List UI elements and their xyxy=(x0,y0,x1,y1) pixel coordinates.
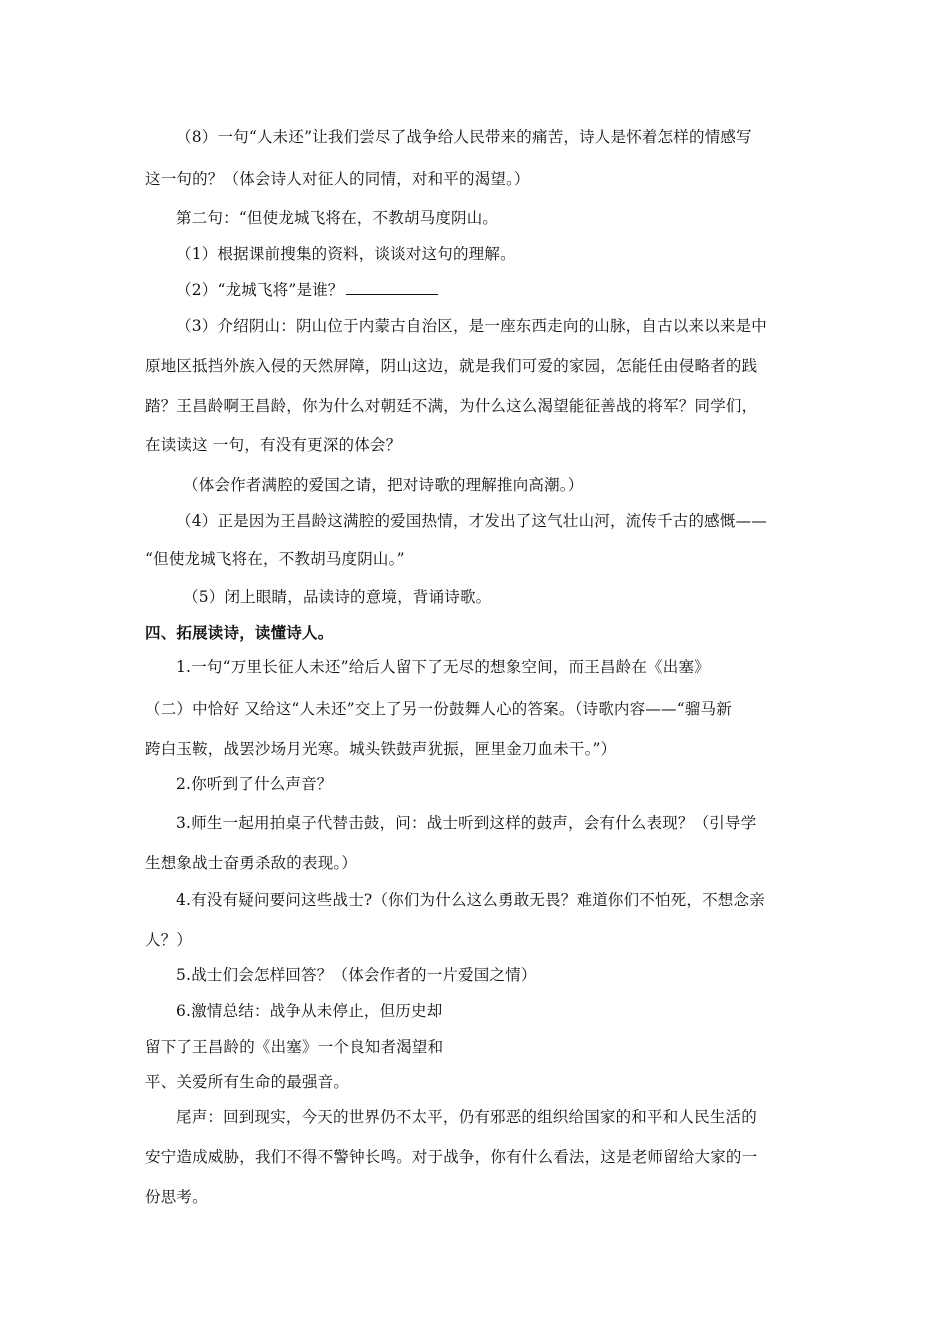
paragraph-line: 6.激情总结：战争从未停止，但历史却 xyxy=(176,1002,443,1020)
paragraph-line: 份思考。 xyxy=(145,1188,208,1206)
paragraph-line: 原地区抵挡外族入侵的天然屏障，阴山这边，就是我们可爱的家园，怎能任由侵略者的践 xyxy=(145,357,758,375)
paragraph-line: 4.有没有疑问要问这些战士?（你们为什么这么勇敢无畏？难道你们不怕死，不想念亲 xyxy=(176,891,765,909)
paragraph-line: （3）介绍阴山：阴山位于内蒙古自治区，是一座东西走向的山脉，自古以来以来是中 xyxy=(176,317,767,335)
question-line xyxy=(176,278,438,301)
paragraph-line: （5）闭上眼睛，品读诗的意境，背诵诗歌。 xyxy=(183,588,492,606)
paragraph-line: （4）正是因为王昌龄这满腔的爱国热情，才发出了这气壮山河，流传千古的感慨—— xyxy=(176,512,767,530)
paragraph-line: 第二句：“但使龙城飞将在，不教胡马度阴山。 xyxy=(176,209,499,227)
paragraph-line: 5.战士们会怎样回答？（体会作者的一片爱国之情） xyxy=(176,966,537,984)
paragraph-line: 平、关爱所有生命的最强音。 xyxy=(145,1073,350,1091)
paragraph-line: 人？） xyxy=(145,931,193,949)
question-text: （2）“龙城飞将”是谁？ xyxy=(176,281,344,299)
paragraph-line: （二）中恰好 又给这“人未还”交上了另一份鼓舞人心的答案。（诗歌内容——“骝马新 xyxy=(145,700,732,718)
paragraph-line: 安宁造成威胁，我们不得不警钟长鸣。对于战争，你有什么看法，这是老师留给大家的一 xyxy=(145,1148,758,1166)
paragraph-line: （8）一句“人未还”让我们尝尽了战争给人民带来的痛苦，诗人是怀着怎样的情感写 xyxy=(176,128,752,146)
section-heading: 四、拓展读诗，读懂诗人。 xyxy=(145,623,334,642)
paragraph-line: 3.师生一起用拍桌子代替击鼓，问：战士听到这样的鼓声，会有什么表现？（引导学 xyxy=(176,814,757,832)
paragraph-line: 跨白玉鞍，战罢沙场月光寒。城头铁鼓声犹振，匣里金刀血未干。”） xyxy=(145,740,617,758)
paragraph-line: 尾声：回到现实，今天的世界仍不太平，仍有邪恶的组织给国家的和平和人民生活的 xyxy=(176,1108,757,1126)
paragraph-line: 在读读这 一句，有没有更深的体会？ xyxy=(145,436,402,454)
paragraph-line: （1）根据课前搜集的资料，谈谈对这句的理解。 xyxy=(176,245,516,263)
paragraph-line: （体会作者满腔的爱国之请，把对诗歌的理解推向高潮。） xyxy=(183,476,584,494)
paragraph-line: 2.你听到了什么声音？ xyxy=(176,775,333,793)
paragraph-line: 踏？王昌龄啊王昌龄，你为什么对朝廷不满，为什么这么渴望能征善战的将军？同学们， xyxy=(145,397,758,415)
paragraph-line: 1.一句“万里长征人未还”给后人留下了无尽的想象空间，而王昌龄在《出塞》 xyxy=(176,658,710,676)
answer-blank xyxy=(346,278,438,295)
paragraph-line: 留下了王昌龄的《出塞》一个良知者渴望和 xyxy=(145,1038,444,1056)
paragraph-line: 生想象战士奋勇杀敌的表现。） xyxy=(145,854,358,872)
paragraph-line: 这一句的？（体会诗人对征人的同情，对和平的渴望。） xyxy=(145,170,530,188)
paragraph-line: “但使龙城飞将在，不教胡马度阴山。” xyxy=(145,550,405,568)
